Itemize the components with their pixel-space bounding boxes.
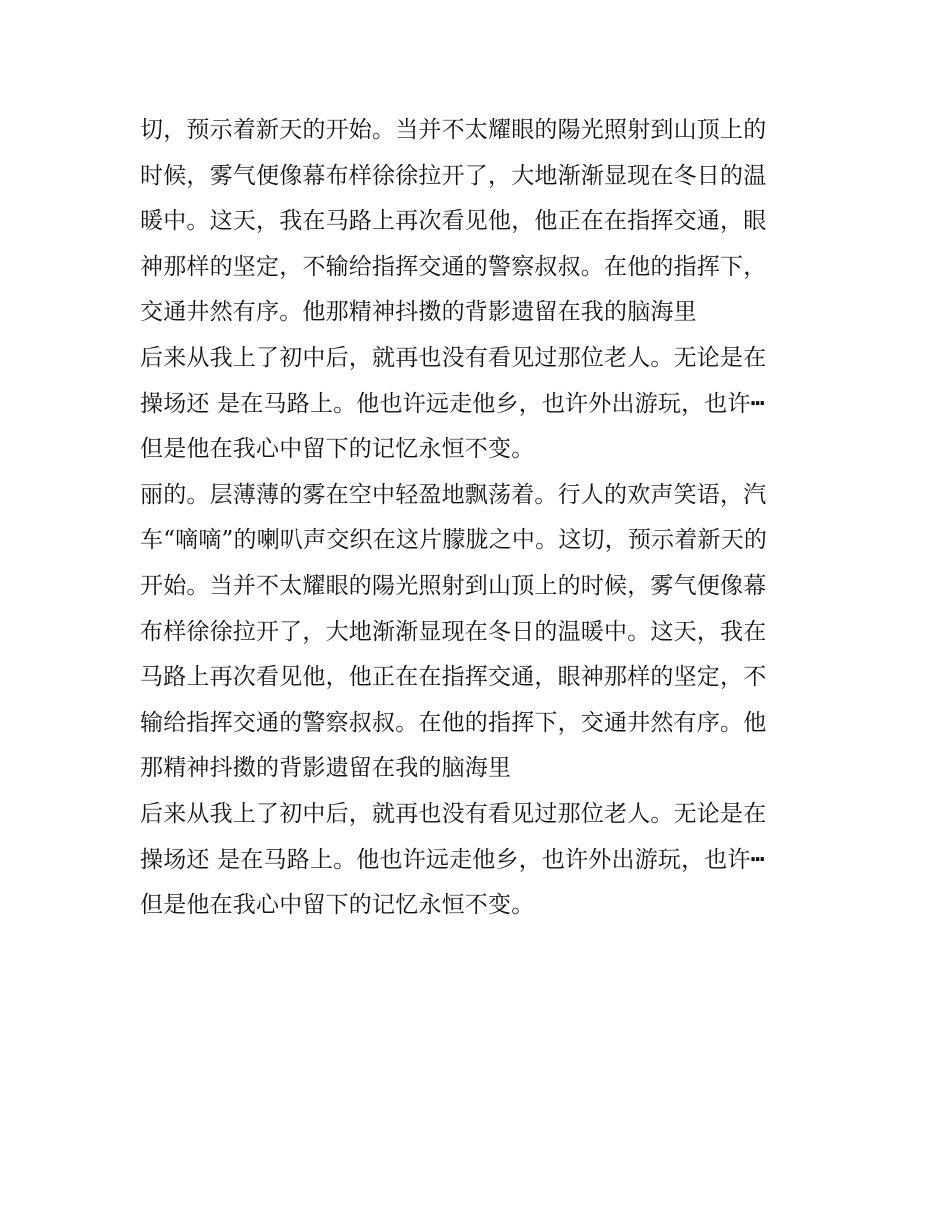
text-line: 交通井然有序。他那精神抖擞的背影遗留在我的脑海里 [140,299,697,326]
body-text [140,108,820,929]
text-line: 切，预示着新天的开始。当并不太耀眼的陽光照射到山顶上的 [140,117,767,143]
text-line: 但是他在我心中留下的记忆永恒不变。 [140,436,535,463]
text-line: 马路上再次看见他，他正在在指挥交通，眼神那样的坚定，不 [140,664,767,691]
text-line: 操场还 是在马路上。他也许远走他乡，也许外出游玩，也许┅ [140,390,765,417]
text-line: 但是他在我心中留下的记忆永恒不变。 [140,892,535,919]
text-line: 操场还 是在马路上。他也许远走他乡，也许外出游玩，也许┅ [140,846,765,873]
text-line: 后来从我上了初中后，就再也没有看见过那位老人。无论是在 [140,344,767,371]
text-line: 布样徐徐拉开了，大地渐渐显现在冬日的温暖中。这天，我在 [140,618,767,645]
text-line: 车“嘀嘀”的喇叭声交织在这片朦胧之中。这切，预示着新天的 [140,527,768,554]
text-line: 开始。当并不太耀眼的陽光照射到山顶上的时候，雾气便像幕 [140,572,767,599]
text-line: 时候，雾气便像幕布样徐徐拉开了，大地渐渐显现在冬日的温 [140,162,767,189]
text-line: 暖中。这天，我在马路上再次看见他，他正在在指挥交通，眼 [140,208,767,235]
text-line: 神那样的坚定，不输给指挥交通的警察叔叔。在他的指挥下， [140,253,767,280]
text-line: 后来从我上了初中后，就再也没有看见过那位老人。无论是在 [140,800,767,827]
text-line: 丽的。层薄薄的雾在空中轻盈地飘荡着。行人的欢声笑语，汽 [140,481,767,508]
text-line: 输给指挥交通的警察叔叔。在他的指挥下，交通井然有序。他 [140,709,767,736]
text-line: 那精神抖擞的背影遗留在我的脑海里 [140,755,512,782]
